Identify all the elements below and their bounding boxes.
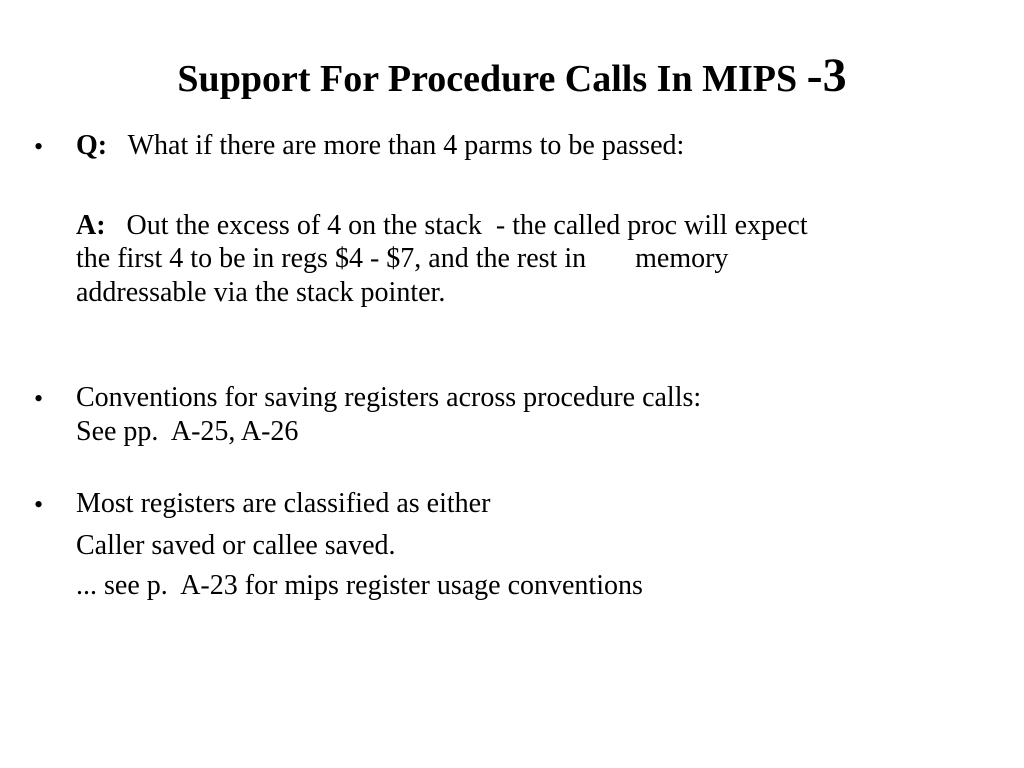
registers-line-3: ... see p. A-23 for mips register usage conventions <box>76 570 643 601</box>
conventions-line-1: Conventions for saving registers across procedure calls: <box>76 382 702 413</box>
answer-text-1: Out the excess of 4 on the stack - the called proc will expect <box>126 210 808 241</box>
bullet-registers-marker: • <box>34 490 44 519</box>
slide-title <box>0 48 1024 107</box>
question-line <box>76 130 684 162</box>
bullet-q-marker: • <box>34 132 44 161</box>
answer-line-3: addressable via the stack pointer. <box>76 277 446 308</box>
question-label: Q: <box>76 130 108 161</box>
answer-line-1 <box>76 210 808 242</box>
slide-title-suffix: -3 <box>806 49 847 102</box>
answer-label: A: <box>76 210 106 241</box>
conventions-line-2: See pp. A-25, A-26 <box>76 416 299 447</box>
bullet-conventions-marker: • <box>34 384 44 413</box>
question-text: What if there are more than 4 parms to be passed: <box>127 130 685 161</box>
slide-title-text: Support For Procedure Calls In MIPS <box>177 58 798 100</box>
registers-line-1: Most registers are classified as either <box>76 488 491 519</box>
registers-line-2: Caller saved or callee saved. <box>76 530 396 561</box>
answer-line-2: the first 4 to be in regs $4 - $7, and the rest in memory <box>76 243 729 274</box>
